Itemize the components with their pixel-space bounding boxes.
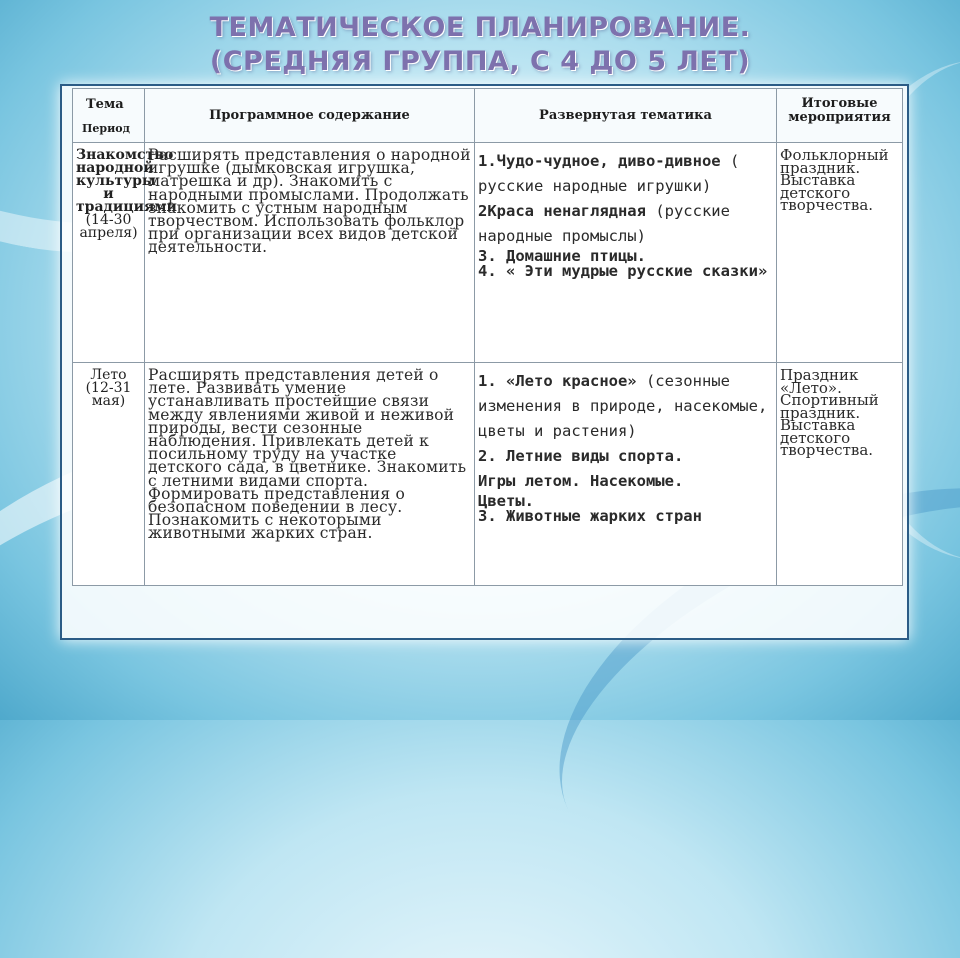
header-theme: Тема (86, 97, 124, 112)
events-cell: Праздник «Лето». Спортивный праздник. Выставка детского творчества. (777, 363, 903, 586)
theme-period: (12-31 мая) (85, 380, 132, 409)
header-period: Период (82, 122, 130, 135)
theme-name: Знакомство народной культуры и традициями (76, 147, 177, 215)
planning-table (72, 88, 903, 586)
topics-cell (475, 363, 777, 586)
table-row (73, 363, 903, 586)
header-events: Итоговые мероприятия (777, 89, 903, 143)
topic-item: 1.Чудо-чудное, диво-дивное ( русские народные игрушки) (478, 152, 740, 195)
program-content-cell: Расширять представления детей о лете. Развивать умение устанавливать простейшие связи между явлениями живой и неживой природы, вести сезонные наблюдения. Привлекать детей к посильному труду на участке детского сада, в цветнике. Знакомить с летними видами спорта. Формировать представления о безопасном поведении в лесу. Познакомить с некоторыми животными жарких стран. (145, 363, 475, 586)
topic-item: 4. « Эти мудрые русские сказки» (478, 262, 768, 280)
topic-item: 1. «Лето красное» (сезонные изменения в природе, насекомые, цветы и растения) (478, 372, 768, 440)
topic-item: 3. Домашние птицы. (478, 247, 646, 265)
table-header-row (73, 89, 903, 143)
topic-item: Цветы. (478, 492, 534, 510)
topic-item: 3. Животные жарких стран (478, 507, 702, 525)
topic-item: 2. Летние виды спорта. (478, 447, 684, 465)
theme-name: Лето (90, 367, 127, 383)
topic-item: Игры летом. Насекомые. (478, 472, 684, 490)
theme-cell (73, 143, 177, 363)
table-row (73, 143, 903, 363)
slide-title-line-1: ТЕМАТИЧЕСКОЕ ПЛАНИРОВАНИЕ. (209, 12, 751, 43)
program-content-cell: Расширять представления о народной игрушке (дымковская игрушка, матрешка и др). Знакомить с народными промыслами. Продолжать знакомить с устным народным творчеством. Использовать фольклор при организации всех видов детской деятельности. (145, 143, 475, 363)
theme-period: (14-30 апреля) (79, 212, 138, 241)
topics-cell (475, 143, 777, 363)
header-theme-period (73, 89, 145, 143)
header-topics: Развернутая тематика (475, 89, 777, 143)
header-program: Программное содержание (145, 89, 475, 143)
theme-cell (73, 363, 145, 586)
topic-item: 2Краса ненаглядная (русские народные промыслы) (478, 202, 730, 245)
slide-title-line-2: (СРЕДНЯЯ ГРУППА, С 4 ДО 5 ЛЕТ) (209, 46, 751, 77)
events-cell: Фольклорный праздник. Выставка детского творчества. (777, 143, 903, 363)
